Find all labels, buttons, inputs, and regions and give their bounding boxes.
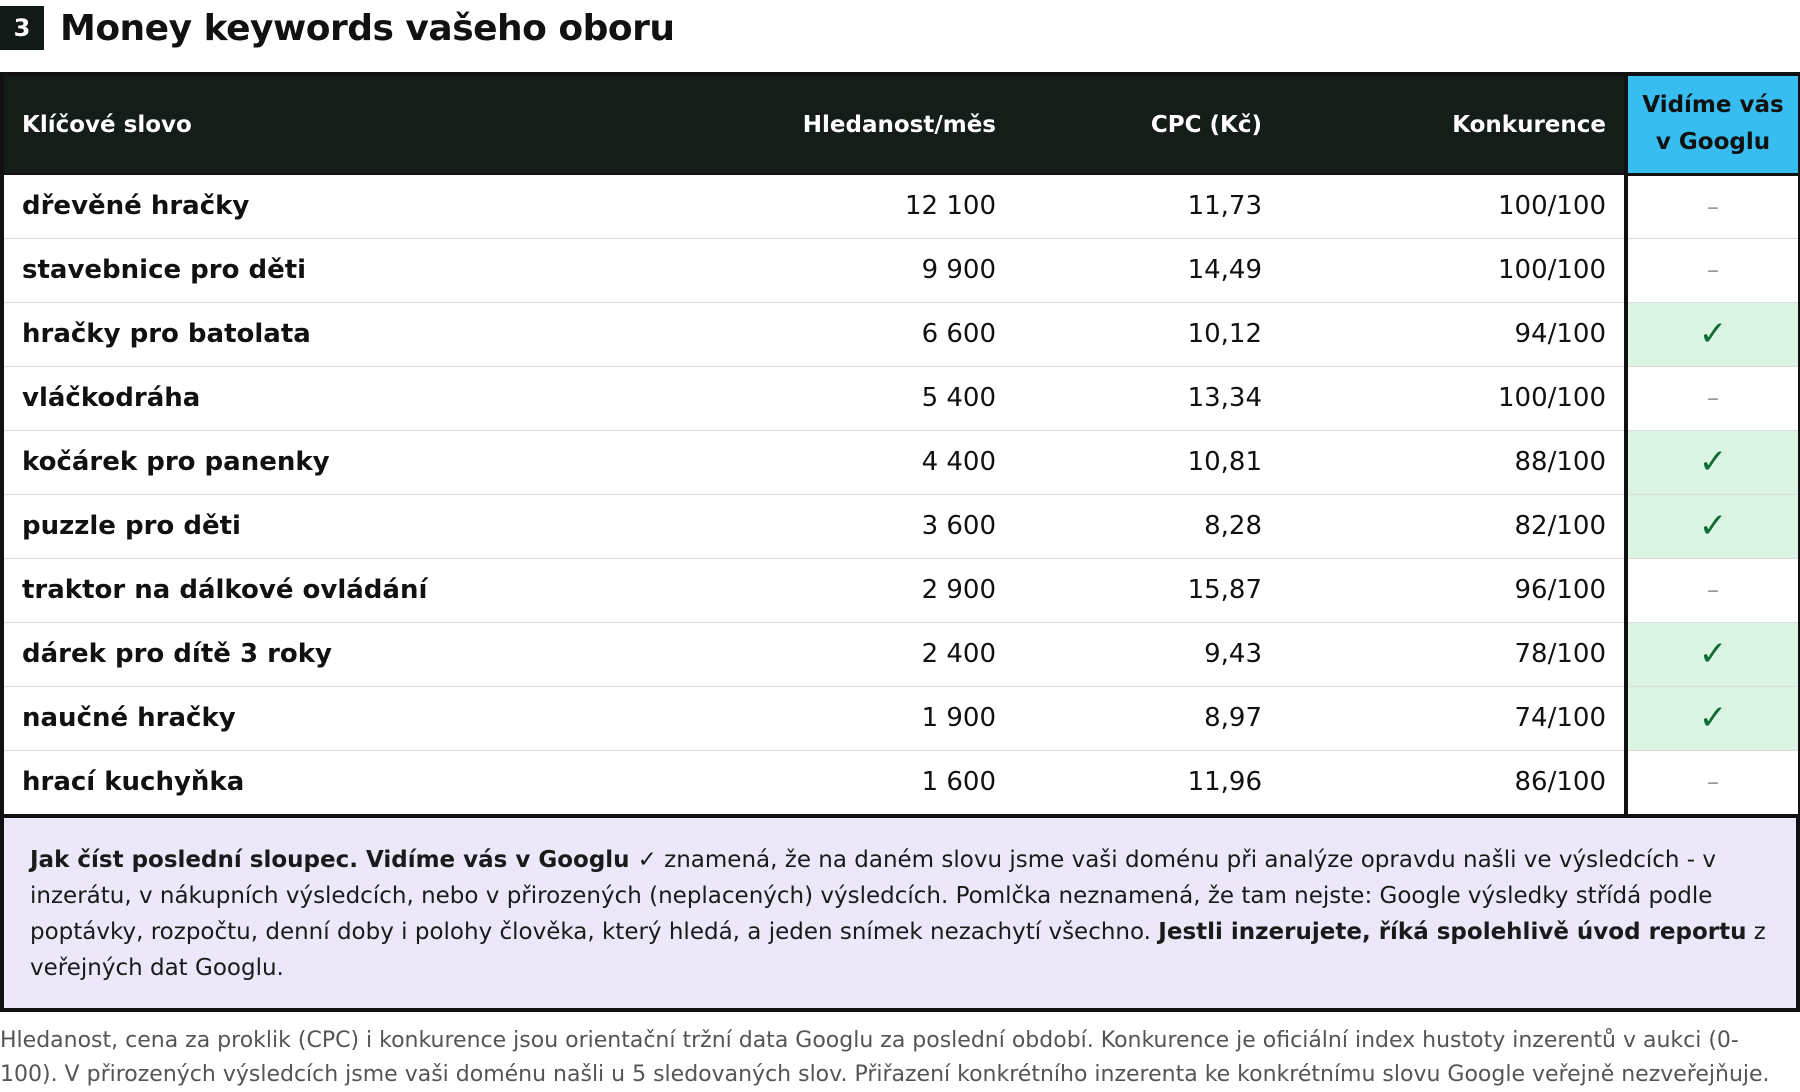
table-row	[4, 686, 1800, 750]
note-text-1: znamená, že na daném slovu jsme vaši doménu při analýze opravdu našli ve výsledcích - v inzerátu, v nákupních výsledcích, nebo v přirozených (neplacených) výsledcích. Pomlčka neznamená, že tam nejste: Google výsledky střídá podle poptávky, rozpočtu, denní doby i polohy člověka, který hledá, a jeden snímek nezachytí všechno.	[30, 847, 1717, 945]
note-bold-2: Jestli inzerujete, říká spolehlivě úvod reportu	[1158, 919, 1747, 945]
volume-cell: 4 400	[750, 430, 1014, 494]
volume-cell: 6 600	[750, 302, 1014, 366]
volume-cell: 1 900	[750, 686, 1014, 750]
keyword-cell: kočárek pro panenky	[4, 430, 750, 494]
not-seen-dash: –	[1626, 174, 1800, 238]
keyword-cell: traktor na dálkové ovládání	[4, 558, 750, 622]
how-to-read-note	[0, 818, 1800, 1012]
header-cpc: CPC (Kč)	[1014, 76, 1280, 174]
cpc-cell: 8,97	[1014, 686, 1280, 750]
table-header-row	[4, 76, 1800, 174]
competition-cell: 82/100	[1280, 494, 1626, 558]
keyword-cell: puzzle pro děti	[4, 494, 750, 558]
cpc-cell: 14,49	[1014, 238, 1280, 302]
competition-cell: 74/100	[1280, 686, 1626, 750]
competition-cell: 88/100	[1280, 430, 1626, 494]
seen-check-icon: ✓	[1626, 622, 1800, 686]
cpc-cell: 8,28	[1014, 494, 1280, 558]
volume-cell: 2 900	[750, 558, 1014, 622]
competition-cell: 100/100	[1280, 174, 1626, 238]
table-row	[4, 366, 1800, 430]
cpc-cell: 15,87	[1014, 558, 1280, 622]
not-seen-dash: –	[1626, 238, 1800, 302]
keyword-cell: stavebnice pro děti	[4, 238, 750, 302]
header-seen-in-google-line2: v Googlu	[1655, 129, 1771, 156]
seen-check-icon: ✓	[1626, 430, 1800, 494]
table-row	[4, 750, 1800, 814]
cpc-cell: 11,73	[1014, 174, 1280, 238]
section-number-badge: 3	[0, 6, 44, 50]
cpc-cell: 11,96	[1014, 750, 1280, 814]
cpc-cell: 13,34	[1014, 366, 1280, 430]
header-competition: Konkurence	[1280, 76, 1626, 174]
section-header	[0, 0, 1800, 56]
keyword-cell: dárek pro dítě 3 roky	[4, 622, 750, 686]
seen-check-icon: ✓	[1626, 494, 1800, 558]
header-volume: Hledanost/měs	[750, 76, 1014, 174]
competition-cell: 86/100	[1280, 750, 1626, 814]
table-row	[4, 430, 1800, 494]
not-seen-dash: –	[1626, 366, 1800, 430]
competition-cell: 100/100	[1280, 366, 1626, 430]
table-row	[4, 302, 1800, 366]
table-row	[4, 622, 1800, 686]
table-row	[4, 238, 1800, 302]
header-seen-in-google	[1626, 76, 1800, 174]
cpc-cell: 10,81	[1014, 430, 1280, 494]
competition-cell: 78/100	[1280, 622, 1626, 686]
keywords-table-container	[0, 72, 1800, 818]
seen-check-icon: ✓	[1626, 686, 1800, 750]
volume-cell: 3 600	[750, 494, 1014, 558]
keyword-cell: vláčkodráha	[4, 366, 750, 430]
not-seen-dash: –	[1626, 558, 1800, 622]
section-title: Money keywords vašeho oboru	[60, 7, 675, 49]
volume-cell: 9 900	[750, 238, 1014, 302]
competition-cell: 100/100	[1280, 238, 1626, 302]
keywords-table	[4, 76, 1800, 814]
volume-cell: 12 100	[750, 174, 1014, 238]
table-row	[4, 494, 1800, 558]
keyword-cell: hračky pro batolata	[4, 302, 750, 366]
volume-cell: 5 400	[750, 366, 1014, 430]
header-keyword: Klíčové slovo	[4, 76, 750, 174]
cpc-cell: 9,43	[1014, 622, 1280, 686]
note-bold-lead: Jak číst poslední sloupec. Vidíme vás v Googlu ✓	[30, 847, 657, 873]
table-row	[4, 174, 1800, 238]
cpc-cell: 10,12	[1014, 302, 1280, 366]
competition-cell: 94/100	[1280, 302, 1626, 366]
seen-check-icon: ✓	[1626, 302, 1800, 366]
table-row	[4, 558, 1800, 622]
not-seen-dash: –	[1626, 750, 1800, 814]
note-text-2: z veřejných dat Googlu.	[30, 919, 1766, 981]
volume-cell: 1 600	[750, 750, 1014, 814]
keyword-cell: dřevěné hračky	[4, 174, 750, 238]
keyword-cell: naučné hračky	[4, 686, 750, 750]
competition-cell: 96/100	[1280, 558, 1626, 622]
keyword-cell: hrací kuchyňka	[4, 750, 750, 814]
footnote: Hledanost, cena za proklik (CPC) i konkurence jsou orientační tržní data Googlu za poslední období. Konkurence je oficiální index hustoty inzerentů v aukci (0-100). V přirozených výsledcích jsme vaši doménu našli u 5 sledovaných slov. Přiřazení konkrétního inzerenta ke konkrétnímu slovu Google veřejně nezveřejňuje.	[0, 1028, 1770, 1087]
volume-cell: 2 400	[750, 622, 1014, 686]
header-seen-in-google-line1: Vidíme vás	[1642, 92, 1784, 119]
